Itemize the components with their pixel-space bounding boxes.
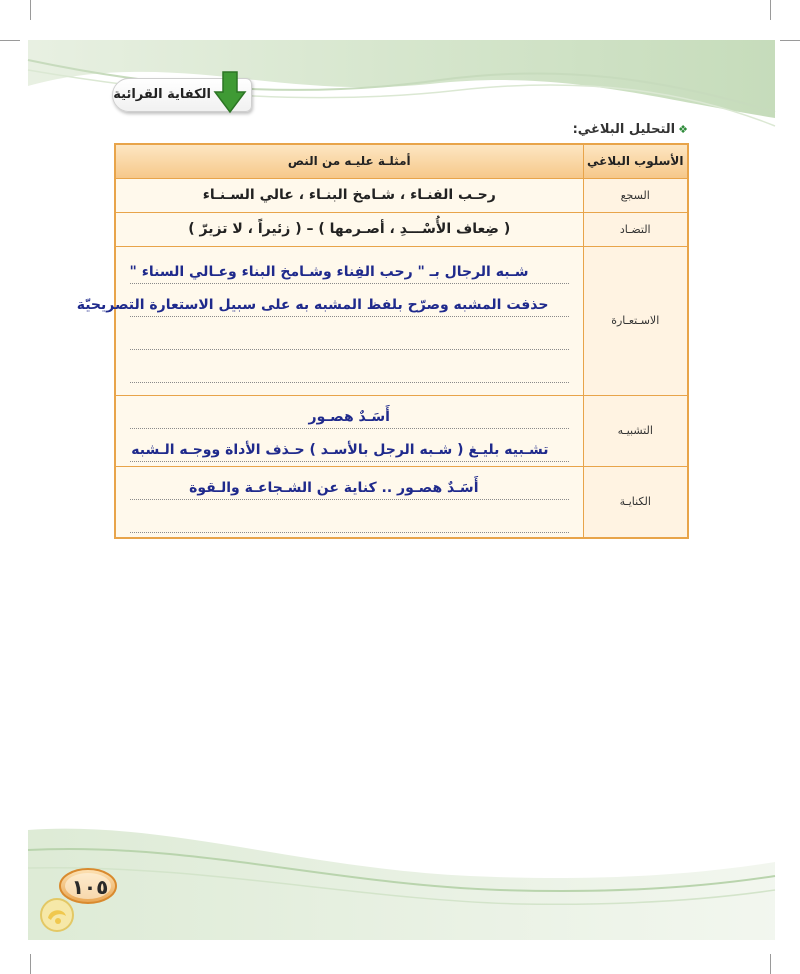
crop-mark <box>30 954 31 974</box>
crop-mark <box>30 0 31 20</box>
handwritten-answer: حذفت المشبه وصرّح بلفظ المشبه به على سبيل الاستعارة التصريحيّة <box>76 296 549 313</box>
answer-line[interactable] <box>130 251 569 284</box>
answer-line-empty[interactable] <box>130 500 569 533</box>
row-label-istiara: الاسـتعـارة <box>583 246 688 395</box>
answer-line[interactable] <box>130 396 569 429</box>
table-row <box>115 246 688 395</box>
column-header-examples: أمثلـة عليـه من النص <box>115 144 583 178</box>
answer-line[interactable] <box>130 429 569 462</box>
answer-line[interactable] <box>76 284 569 317</box>
example-cell-saja <box>115 178 583 212</box>
handwritten-answer: أَسَـدٌ هصـور .. كناية عن الشـجاعـة والـقوة <box>189 479 479 496</box>
example-cell-tadad <box>115 212 583 246</box>
down-arrow-icon <box>212 70 248 116</box>
crop-mark <box>780 40 800 41</box>
example-cell-tashbih <box>115 395 583 466</box>
table-row <box>115 466 688 538</box>
crop-mark <box>0 40 20 41</box>
example-cell-kinaya <box>115 466 583 538</box>
answer-line[interactable] <box>130 467 569 500</box>
table-header-row <box>115 144 688 178</box>
row-label-tadad: التضـاد <box>583 212 688 246</box>
bullet-icon: ❖ <box>678 123 688 136</box>
table-row <box>115 178 688 212</box>
answer-line-empty[interactable] <box>130 350 569 383</box>
answer-line-empty[interactable] <box>130 317 569 350</box>
handwritten-answer: تشـبيه بليـغ ( شـبه الرجل بالأسـد ) حـذف الأداة ووجـه الـشبه <box>131 441 549 458</box>
handwritten-answer: شـبه الرجال بـ " رحب الفِناء وشـامخ البناء وعـالي السناء " <box>129 263 529 280</box>
printed-example: ( ضِعاف الأُسْـــدِ ، أصـرمها ) – ( زئيراً ، لا تزيرّ ) <box>188 220 511 237</box>
row-label-tashbih: التشبيـه <box>583 395 688 466</box>
crop-mark <box>770 0 771 20</box>
section-heading <box>573 122 688 137</box>
handwritten-answer: أَسَـدٌ هصـور <box>308 408 390 425</box>
row-label-kinaya: الكنايـة <box>583 466 688 538</box>
rhetoric-analysis-table <box>76 143 689 539</box>
table-row <box>115 395 688 466</box>
row-label-saja: السجع <box>583 178 688 212</box>
page-number: ١٠٥ <box>71 875 109 899</box>
example-cell-istiara <box>76 246 583 395</box>
table-row <box>115 212 688 246</box>
publisher-logo-icon <box>38 896 76 934</box>
column-header-style: الأسلوب البلاغي <box>583 144 688 178</box>
section-tab-label: الكفاية القرائية <box>113 87 211 102</box>
printed-example: رحـب الفنـاء ، شـامخ البنـاء ، عالي السـنـاء <box>202 186 496 203</box>
section-heading-text: التحليل البلاغي: <box>572 122 676 137</box>
crop-mark <box>770 954 771 974</box>
